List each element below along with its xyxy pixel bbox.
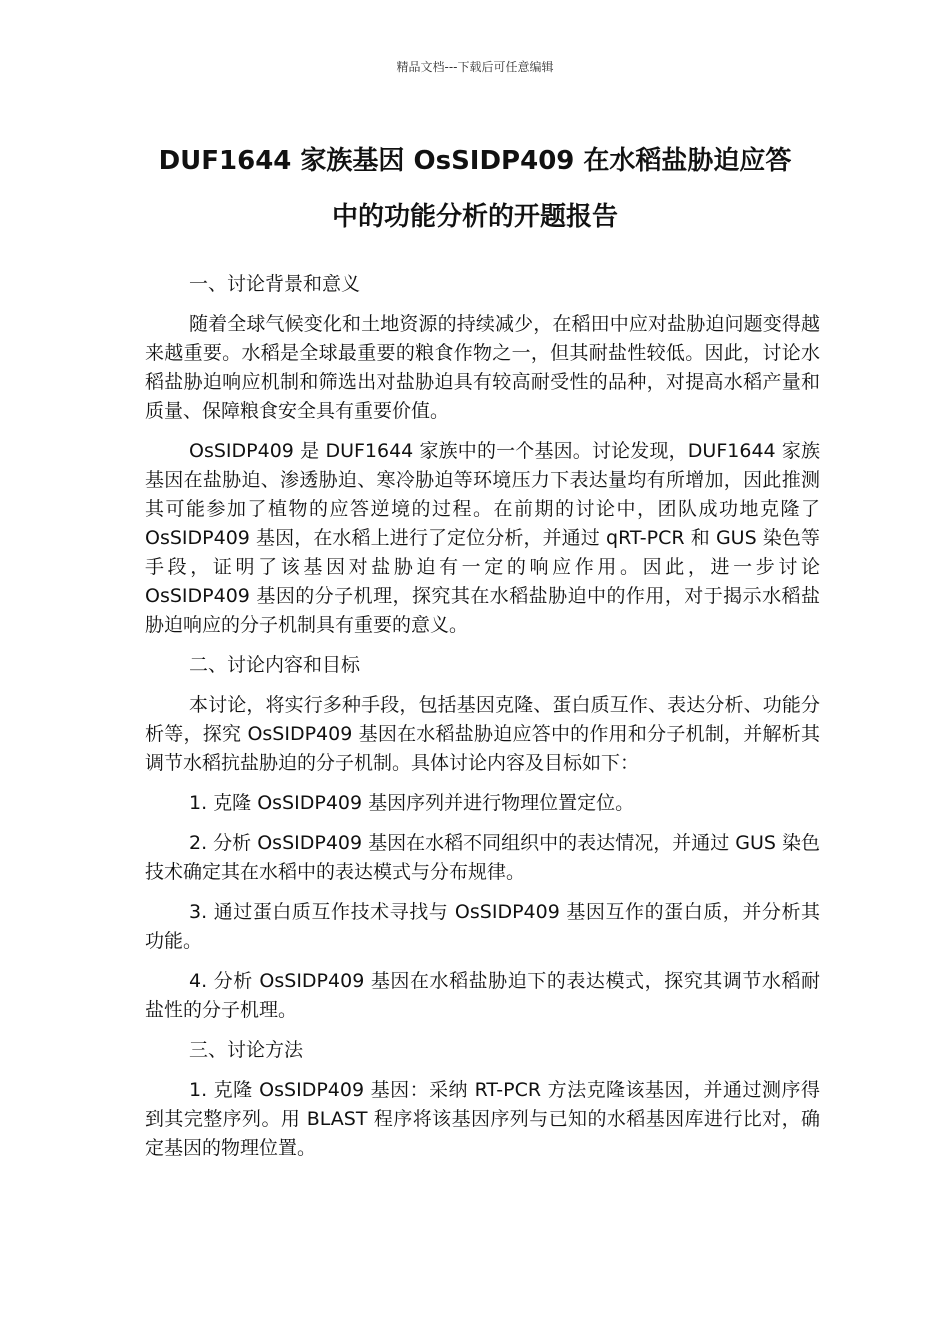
section-heading-background: 一、讨论背景和意义 (189, 273, 361, 295)
paragraph-content-intro: 本讨论，将实行多种手段，包括基因克隆、蛋白质互作、表达分析、功能分析等，探究 OsSIDP409 基因在水稻盐胁迫应答中的作用和分子机制，并解析其调节水稻抗盐胁迫的分子机制。具体讨论内容及目标如下： (145, 694, 820, 774)
list-item-goal-1: 1. 克隆 OsSIDP409 基因序列并进行物理位置定位。 (189, 792, 635, 814)
document-body (145, 270, 820, 1174)
document-title-line-1: DUF1644 家族基因 OsSIDP409 在水稻盐胁迫应答 (158, 146, 792, 176)
list-item-goal-4: 4. 分析 OsSIDP409 基因在水稻盐胁迫下的表达模式，探究其调节水稻耐盐性的分子机理。 (145, 970, 820, 1021)
section-heading-content-goals: 二、讨论内容和目标 (189, 654, 361, 676)
list-item-method-1: 1. 克隆 OsSIDP409 基因：采纳 RT-PCR 方法克隆该基因，并通过测序得到其完整序列。用 BLAST 程序将该基因序列与已知的水稻基因库进行比对，确定基因的物理位置。 (145, 1079, 820, 1159)
section-heading-methods: 三、讨论方法 (189, 1039, 304, 1061)
document-title-line-2: 中的功能分析的开题报告 (331, 202, 618, 232)
header-note: 精品文档---下载后可任意编辑 (396, 60, 554, 74)
list-item-goal-3: 3. 通过蛋白质互作技术寻找与 OsSIDP409 基因互作的蛋白质，并分析其功能。 (145, 901, 820, 952)
paragraph-background-1: 随着全球气候变化和土地资源的持续减少，在稻田中应对盐胁迫问题变得越来越重要。水稻是全球最重要的粮食作物之一，但其耐盐性较低。因此，讨论水稻盐胁迫响应机制和筛选出对盐胁迫具有较高耐受性的品种，对提高水稻产量和质量、保障粮食安全具有重要价值。 (145, 313, 820, 422)
list-item-goal-2: 2. 分析 OsSIDP409 基因在水稻不同组织中的表达情况，并通过 GUS 染色技术确定其在水稻中的表达模式与分布规律。 (145, 832, 820, 883)
paragraph-background-2: OsSIDP409 是 DUF1644 家族中的一个基因。讨论发现，DUF1644 家族基因在盐胁迫、渗透胁迫、寒冷胁迫等环境压力下表达量均有所增加，因此推测其可能参加了植物的应答逆境的过程。在前期的讨论中，团队成功地克隆了 OsSIDP409 基因，在水稻上进行了定位分析，并通过 qRT-PCR 和 GUS 染色等手段，证明了该基因对盐胁迫有一定的响应作用。因此，进一步讨论 OsSIDP409 基因的分子机理，探究其在水稻盐胁迫中的作用，对于揭示水稻盐胁迫响应的分子机制具有重要的意义。 (145, 440, 820, 636)
